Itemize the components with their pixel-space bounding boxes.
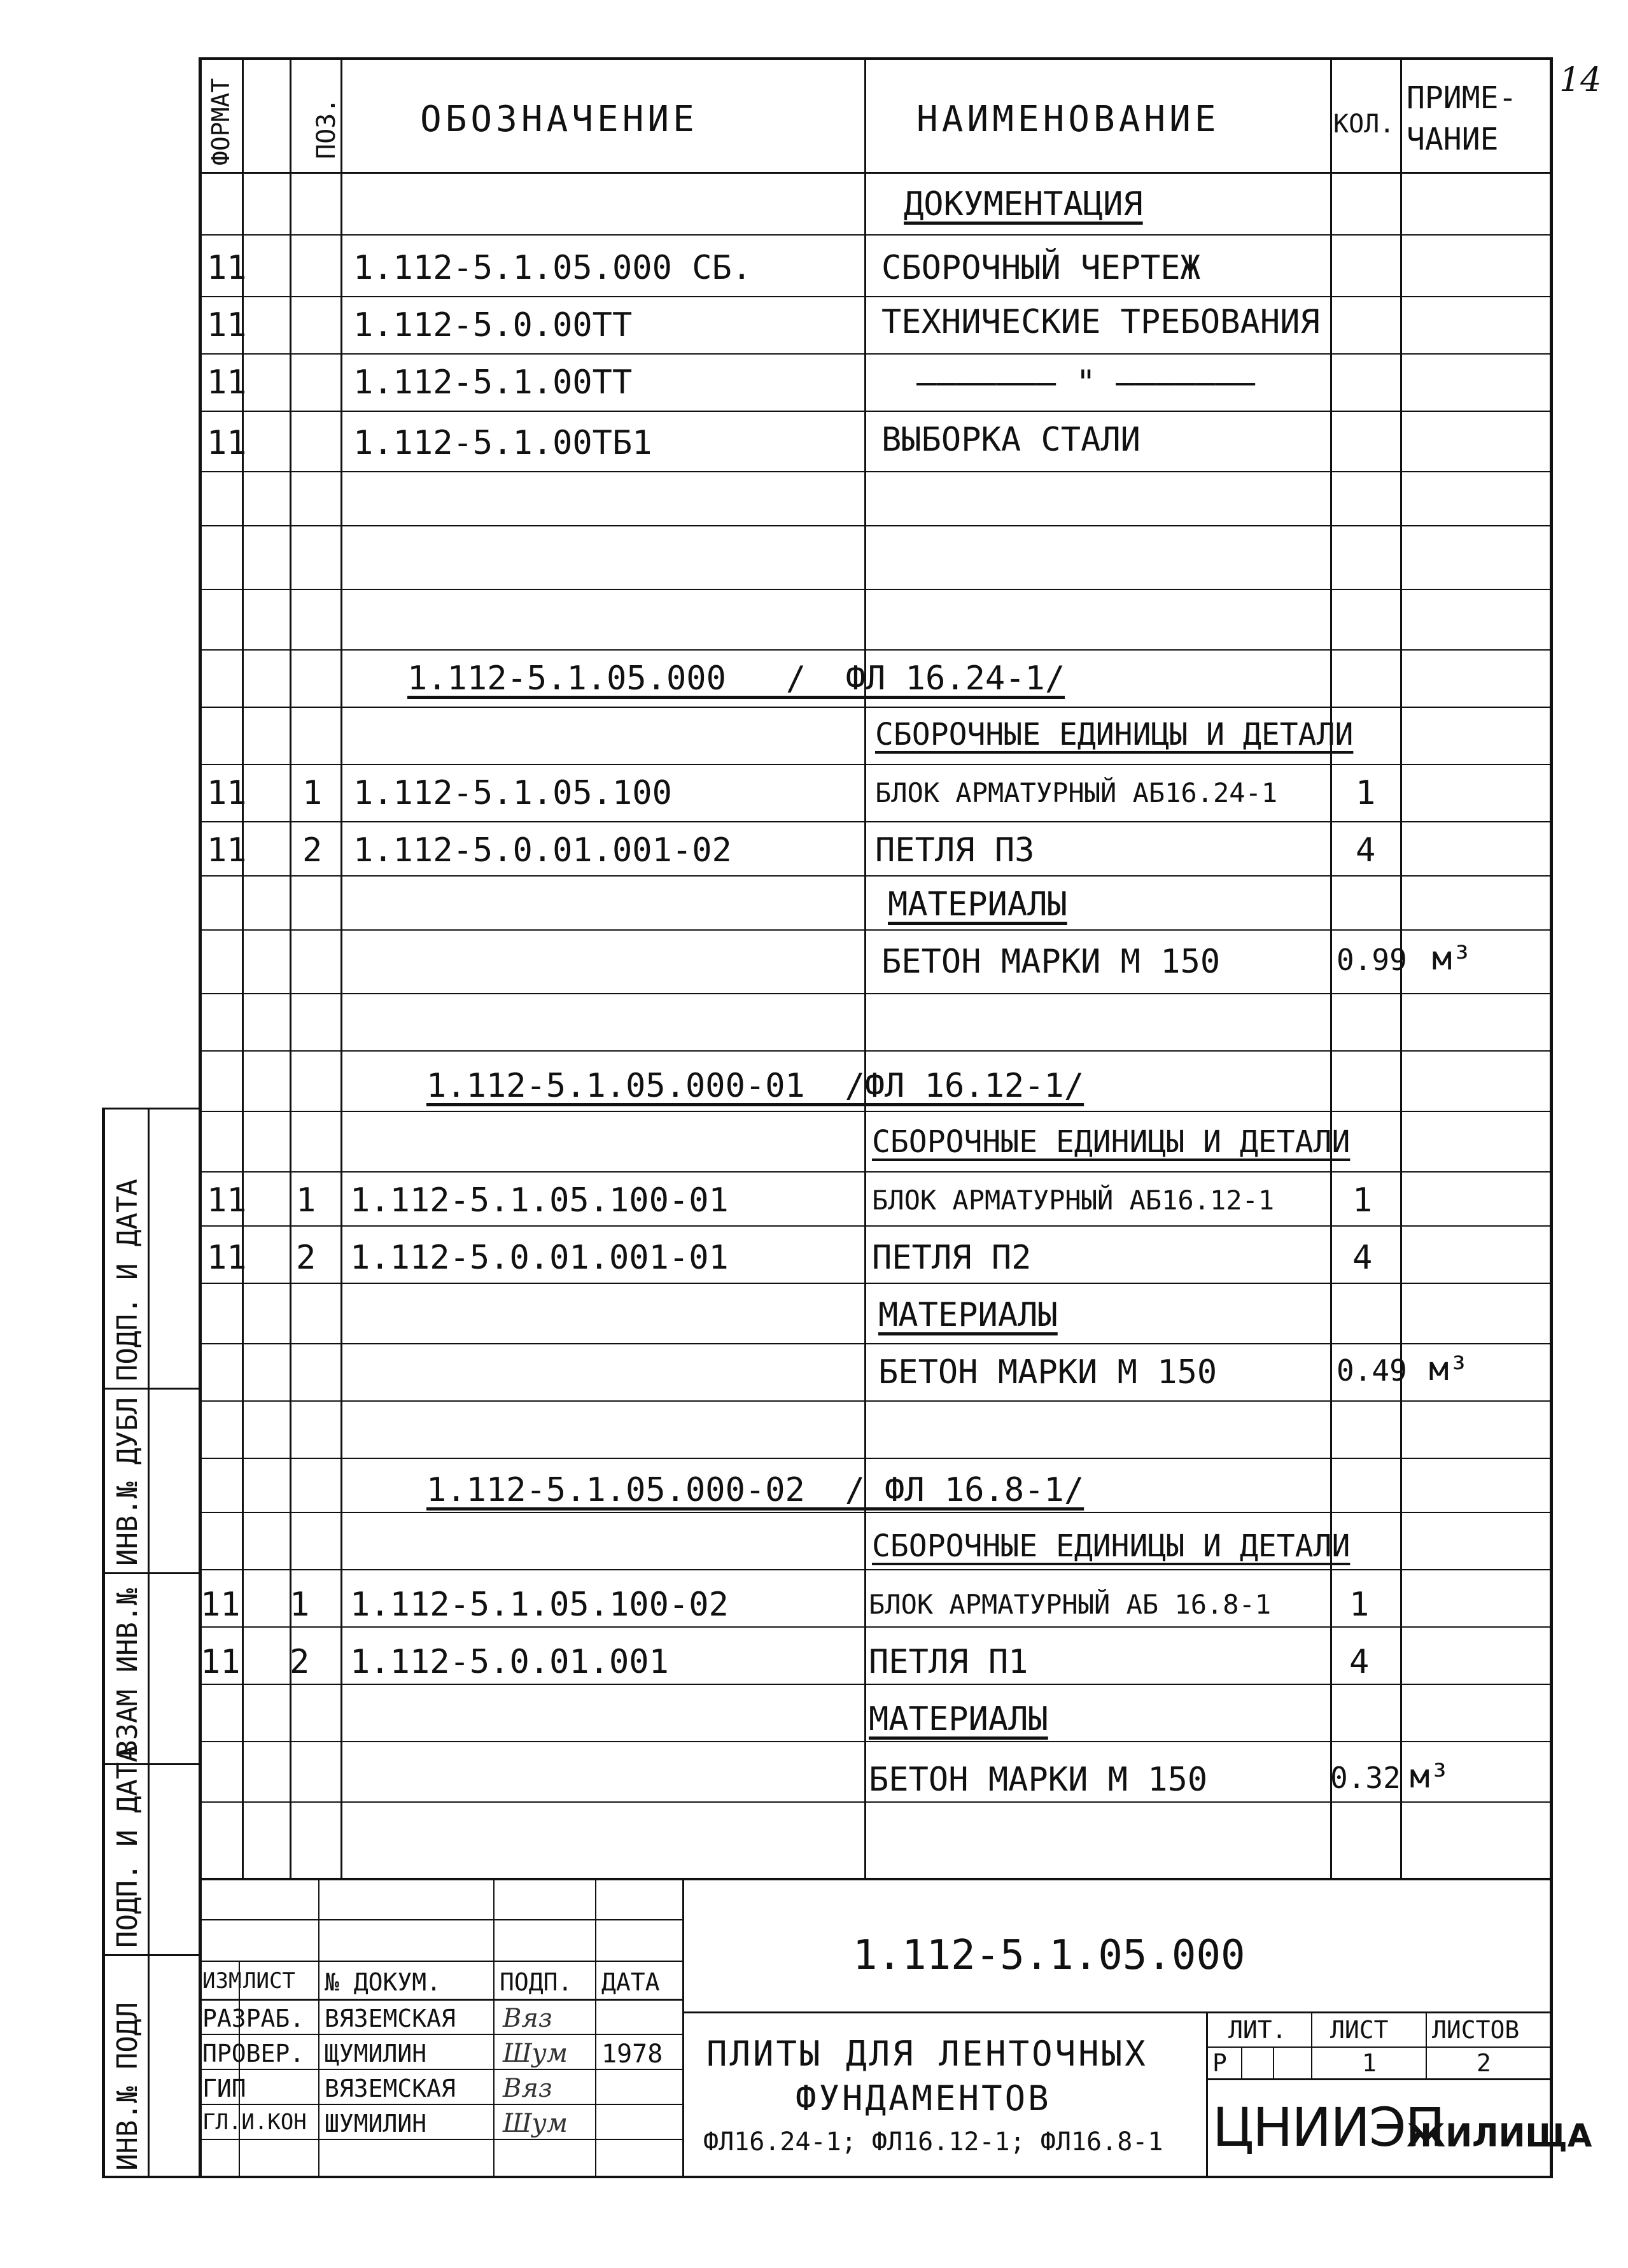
- material-qty: 0.99: [1337, 943, 1407, 977]
- page-number: 14: [1559, 61, 1602, 99]
- item-qty: 1: [1356, 774, 1376, 812]
- tb-col-list: ЛИСТ: [243, 1968, 295, 1994]
- item-qty: 1: [1352, 1181, 1373, 1220]
- signature: Вяз: [503, 2004, 552, 2033]
- tb-col-izm: ИЗМ: [202, 1968, 242, 1994]
- tb-staff-name: ВЯЗЕМСКАЯ: [325, 2004, 456, 2032]
- tb-doc-number: 1.112-5.1.05.000: [853, 1932, 1246, 1979]
- tb-title-line-2: ФУНДАМЕНТОВ: [796, 2078, 1051, 2118]
- tb-staff-name: ШУМИЛИН: [325, 2110, 427, 2138]
- header-qty: КОЛ.: [1333, 109, 1395, 139]
- item-designation: 1.112-5.1.05.100-02: [350, 1586, 729, 1624]
- material-name: БЕТОН МАРКИ М 150: [878, 1353, 1217, 1391]
- units-title: СБОРОЧНЫЕ ЕДИНИЦЫ И ДЕТАЛИ: [872, 1124, 1351, 1160]
- tb-title-line-3: ФЛ16.24-1; ФЛ16.12-1; ФЛ16.8-1: [703, 2127, 1163, 2157]
- header-designation: ОБОЗНАЧЕНИЕ: [420, 99, 698, 140]
- material-name: БЕТОН МАРКИ М 150: [869, 1761, 1208, 1799]
- material-unit: м³: [1432, 940, 1472, 978]
- materials-title: МАТЕРИАЛЫ: [878, 1296, 1058, 1334]
- doc-row-designation: 1.112-5.1.00ТТ: [353, 363, 633, 402]
- item-qty: 4: [1352, 1239, 1373, 1277]
- units-title: СБОРОЧНЫЕ ЕДИНИЦЫ И ДЕТАЛИ: [872, 1528, 1351, 1564]
- material-unit: м³: [1429, 1350, 1469, 1388]
- material-qty: 0.49: [1337, 1353, 1407, 1388]
- tb-staff-role: ПРОВЕР.: [202, 2039, 305, 2067]
- item-pos: 2: [302, 831, 323, 870]
- tb-sheets-value: 2: [1477, 2049, 1491, 2077]
- units-title: СБОРОЧНЫЕ ЕДИНИЦЫ И ДЕТАЛИ: [875, 717, 1354, 752]
- item-name: ПЕТЛЯ П2: [872, 1239, 1032, 1277]
- tb-org-suffix: ЖИЛИЩА: [1407, 2117, 1592, 2154]
- doc-row-format: 11: [207, 363, 247, 402]
- doc-row-designation: 1.112-5.1.05.000 СБ.: [353, 249, 752, 287]
- header-note-2: ЧАНИЕ: [1407, 122, 1499, 157]
- item-name: БЛОК АРМАТУРНЫЙ АБ16.12-1: [872, 1185, 1275, 1216]
- signature: Шум: [503, 2109, 568, 2138]
- tb-sheet-value: 1: [1362, 2049, 1377, 2077]
- tb-staff-role: ГИП: [202, 2074, 246, 2102]
- item-designation: 1.112-5.1.05.100: [353, 774, 672, 812]
- doc-row-designation: 1.112-5.0.00ТТ: [353, 306, 633, 344]
- signature: Вяз: [503, 2074, 552, 2103]
- side-label-podp-data-bottom: ПОДП. И ДАТА: [111, 1745, 144, 1948]
- header-note-1: ПРИМЕ-: [1407, 80, 1517, 116]
- item-pos: 1: [302, 774, 323, 812]
- tb-col-podp: ПОДП.: [500, 1968, 573, 1996]
- item-qty: 4: [1349, 1643, 1370, 1681]
- item-name: БЛОК АРМАТУРНЫЙ АБ 16.8-1: [869, 1589, 1272, 1620]
- item-format: 11: [207, 831, 247, 870]
- item-format: 11: [200, 1586, 241, 1624]
- tb-staff-name: ЩУМИЛИН: [325, 2039, 427, 2067]
- item-pos: 1: [290, 1586, 310, 1624]
- side-label-inv-dubl: ИНВ.№ ДУБЛ: [111, 1397, 144, 1566]
- item-pos: 1: [296, 1181, 316, 1220]
- item-pos: 2: [296, 1239, 316, 1277]
- item-qty: 4: [1356, 831, 1376, 870]
- header-format: ФОРМАТ: [207, 78, 235, 166]
- tb-org: ЦНИИЭП: [1212, 2096, 1444, 2159]
- tb-col-date: ДАТА: [601, 1968, 660, 1996]
- material-qty: 0.32: [1330, 1761, 1401, 1795]
- doc-row-format: 11: [207, 424, 247, 462]
- side-label-podp-data: ПОДП. И ДАТА: [111, 1179, 144, 1381]
- header-pos: ПОЗ.: [312, 97, 341, 159]
- item-format: 11: [207, 1181, 247, 1220]
- doc-row-name: ВЫБОРКА СТАЛИ: [881, 421, 1140, 459]
- tb-col-doc-num: № ДОКУМ.: [325, 1968, 442, 1996]
- item-format: 11: [207, 1239, 247, 1277]
- side-label-vzam-inv: ВЗАМ ИНВ.№: [111, 1588, 144, 1757]
- group-heading: 1.112-5.1.05.000 / ФЛ 16.24-1/: [407, 659, 1065, 698]
- doc-row-name: ТЕХНИЧЕСКИЕ ТРЕБОВАНИЯ: [881, 303, 1320, 341]
- item-format: 11: [200, 1643, 241, 1681]
- tb-title-line-1: ПЛИТЫ ДЛЯ ЛЕНТОЧНЫХ: [706, 2034, 1148, 2074]
- group-heading: 1.112-5.1.05.000-01 /ФЛ 16.12-1/: [426, 1067, 1084, 1105]
- item-designation: 1.112-5.0.01.001: [350, 1643, 669, 1681]
- item-name: БЛОК АРМАТУРНЫЙ АБ16.24-1: [875, 777, 1278, 808]
- doc-row-name: ——————— " ———————: [916, 363, 1256, 402]
- item-designation: 1.112-5.1.05.100-01: [350, 1181, 729, 1220]
- item-format: 11: [207, 774, 247, 812]
- tb-staff-role: РАЗРАБ.: [202, 2004, 305, 2032]
- item-qty: 1: [1349, 1586, 1370, 1624]
- item-designation: 1.112-5.0.01.001-01: [350, 1239, 729, 1277]
- tb-lit-value: Р: [1212, 2049, 1227, 2077]
- material-unit: м³: [1410, 1757, 1450, 1796]
- tb-lit-label: ЛИТ.: [1228, 2016, 1287, 2044]
- documentation-title: ДОКУМЕНТАЦИЯ: [904, 185, 1143, 223]
- materials-title: МАТЕРИАЛЫ: [869, 1700, 1048, 1738]
- group-heading: 1.112-5.1.05.000-02 / ФЛ 16.8-1/: [426, 1471, 1084, 1509]
- doc-row-designation: 1.112-5.1.00ТБ1: [353, 424, 652, 462]
- tb-sheet-label: ЛИСТ: [1330, 2016, 1389, 2044]
- doc-row-format: 11: [207, 249, 247, 287]
- signature: Шум: [503, 2039, 568, 2068]
- tb-staff-role: ГЛ.И.КОН: [202, 2110, 307, 2135]
- item-name: ПЕТЛЯ П1: [869, 1643, 1028, 1681]
- item-name: ПЕТЛЯ П3: [875, 831, 1035, 870]
- tb-staff-name: ВЯЗЕМСКАЯ: [325, 2074, 456, 2102]
- tb-sheets-label: ЛИСТОВ: [1432, 2016, 1520, 2044]
- doc-row-name: СБОРОЧНЫЙ ЧЕРТЕЖ: [881, 249, 1200, 287]
- header-name: НАИМЕНОВАНИЕ: [916, 99, 1220, 140]
- doc-row-format: 11: [207, 306, 247, 344]
- tb-staff-date: 1978: [601, 2039, 663, 2069]
- materials-title: МАТЕРИАЛЫ: [888, 885, 1067, 924]
- side-label-inv-podl: ИНВ.№ ПОДЛ: [111, 2002, 144, 2171]
- item-pos: 2: [290, 1643, 310, 1681]
- material-name: БЕТОН МАРКИ М 150: [881, 943, 1221, 981]
- item-designation: 1.112-5.0.01.001-02: [353, 831, 732, 870]
